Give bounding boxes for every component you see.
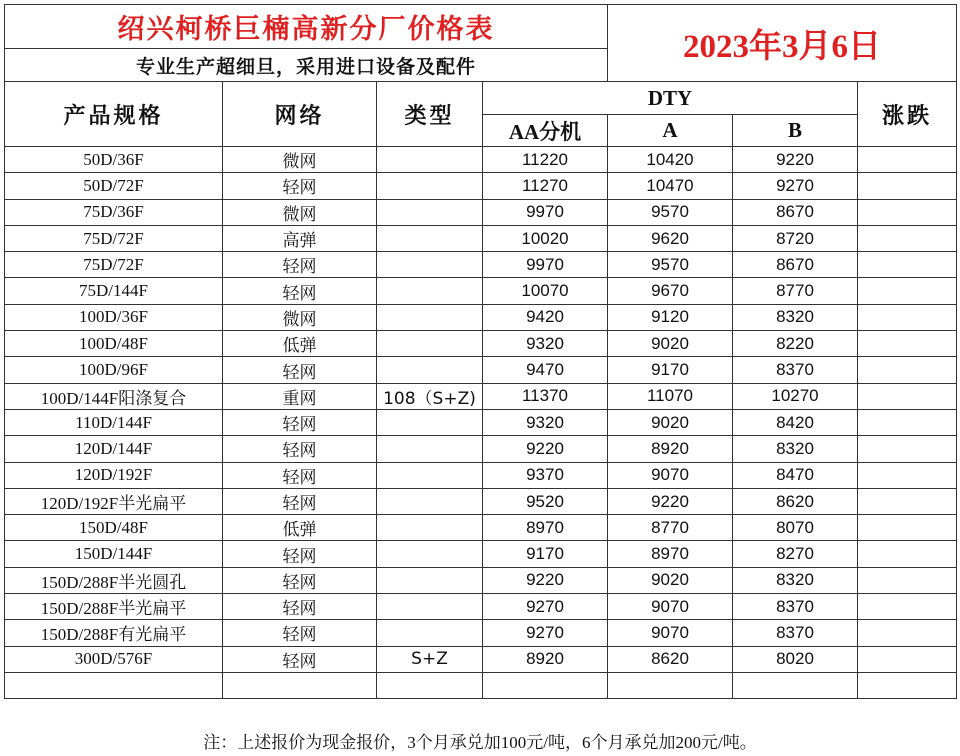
cell-price-b: 8770 xyxy=(733,278,858,304)
cell-network: 轻网 xyxy=(223,357,377,383)
header-spec: 产品规格 xyxy=(5,82,223,147)
cell-spec: 100D/96F xyxy=(5,357,223,383)
header-dty: DTY xyxy=(483,82,858,115)
cell-spec: 50D/72F xyxy=(5,173,223,199)
cell-price-a: 9020 xyxy=(608,409,733,435)
cell-spec: 120D/192F xyxy=(5,462,223,488)
cell-network: 轻网 xyxy=(223,462,377,488)
cell-price-aa: 9220 xyxy=(483,567,608,593)
cell-price-b: 8270 xyxy=(733,541,858,567)
cell-price-aa: 8970 xyxy=(483,515,608,541)
cell-change xyxy=(858,620,957,646)
cell-change xyxy=(858,488,957,514)
price-date: 2023年3月6日 xyxy=(608,5,957,82)
cell-price-b: 8720 xyxy=(733,225,858,251)
cell-price-aa: 9270 xyxy=(483,594,608,620)
cell-type xyxy=(377,620,483,646)
header-b: B xyxy=(733,115,858,147)
cell-price-b: 8470 xyxy=(733,462,858,488)
table-row xyxy=(5,331,957,357)
cell-change xyxy=(858,567,957,593)
cell-price-a: 9120 xyxy=(608,304,733,330)
cell-price-aa: 11370 xyxy=(483,383,608,409)
cell-price-b: 8370 xyxy=(733,357,858,383)
cell-price-a: 9570 xyxy=(608,252,733,278)
cell-change xyxy=(858,225,957,251)
cell-price-b: 8320 xyxy=(733,304,858,330)
cell-type xyxy=(377,462,483,488)
cell-spec: 120D/192F半光扁平 xyxy=(5,488,223,514)
cell-spec: 75D/72F xyxy=(5,225,223,251)
table-row xyxy=(5,357,957,383)
header-network: 网络 xyxy=(223,82,377,147)
cell-network: 轻网 xyxy=(223,436,377,462)
cell-spec: 150D/48F xyxy=(5,515,223,541)
cell-network: 低弹 xyxy=(223,331,377,357)
table-row xyxy=(5,436,957,462)
cell-change xyxy=(858,409,957,435)
table-row xyxy=(5,199,957,225)
cell-network: 轻网 xyxy=(223,567,377,593)
cell-price-a: 8770 xyxy=(608,515,733,541)
table-row xyxy=(5,488,957,514)
cell-price-a: 9570 xyxy=(608,199,733,225)
cell-price-a: 10470 xyxy=(608,173,733,199)
cell-price-aa: 9270 xyxy=(483,620,608,646)
header-change: 涨跌 xyxy=(858,82,957,147)
cell-spec: 75D/36F xyxy=(5,199,223,225)
cell-price-b: 8220 xyxy=(733,331,858,357)
table-row xyxy=(5,620,957,646)
cell-price-aa: 9170 xyxy=(483,541,608,567)
cell-spec: 150D/144F xyxy=(5,541,223,567)
cell-price-aa: 9420 xyxy=(483,304,608,330)
cell-type xyxy=(377,252,483,278)
cell-type xyxy=(377,488,483,514)
cell-network: 微网 xyxy=(223,199,377,225)
cell-price-b: 8670 xyxy=(733,199,858,225)
cell-price-aa: 9220 xyxy=(483,436,608,462)
table-subtitle: 专业生产超细旦，采用进口设备及配件 xyxy=(5,49,608,82)
table-row xyxy=(5,304,957,330)
cell-spec: 100D/36F xyxy=(5,304,223,330)
cell-price-aa: 8920 xyxy=(483,646,608,672)
footnote: 注：上述报价为现金报价，3个月承兑加100元/吨，6个月承兑加200元/吨。 xyxy=(203,733,757,752)
cell-change xyxy=(858,199,957,225)
cell-type xyxy=(377,357,483,383)
cell-network: 轻网 xyxy=(223,488,377,514)
cell-price-a: 9070 xyxy=(608,620,733,646)
cell-price-a: 9170 xyxy=(608,357,733,383)
cell-price-aa: 9370 xyxy=(483,462,608,488)
cell-network: 高弹 xyxy=(223,225,377,251)
cell-change xyxy=(858,515,957,541)
cell-network: 轻网 xyxy=(223,646,377,672)
cell-price-aa: 9320 xyxy=(483,331,608,357)
table-row xyxy=(5,173,957,199)
cell-type xyxy=(377,436,483,462)
cell-type xyxy=(377,225,483,251)
cell-price-a: 8620 xyxy=(608,646,733,672)
cell-type xyxy=(377,278,483,304)
cell-change xyxy=(858,357,957,383)
cell-spec: 100D/48F xyxy=(5,331,223,357)
table-row xyxy=(5,646,957,672)
cell-change xyxy=(858,278,957,304)
table-row xyxy=(5,383,957,409)
cell-network: 轻网 xyxy=(223,173,377,199)
cell-type xyxy=(377,515,483,541)
cell-type: 108（S+Z) xyxy=(377,383,483,409)
cell-price-a: 9220 xyxy=(608,488,733,514)
table-row xyxy=(5,409,957,435)
cell-price-a: 9670 xyxy=(608,278,733,304)
cell-network: 低弹 xyxy=(223,515,377,541)
cell-network: 轻网 xyxy=(223,252,377,278)
cell-type xyxy=(377,409,483,435)
cell-price-b: 8370 xyxy=(733,620,858,646)
table-row xyxy=(5,225,957,251)
cell-spec: 150D/288F半光扁平 xyxy=(5,594,223,620)
cell-price-b: 8420 xyxy=(733,409,858,435)
cell-network: 轻网 xyxy=(223,541,377,567)
cell-change xyxy=(858,173,957,199)
price-table xyxy=(4,4,957,699)
cell-price-b: 8320 xyxy=(733,567,858,593)
table-row xyxy=(5,147,957,173)
cell-price-b: 8620 xyxy=(733,488,858,514)
cell-price-b: 8370 xyxy=(733,594,858,620)
cell-price-aa: 10020 xyxy=(483,225,608,251)
cell-network: 重网 xyxy=(223,383,377,409)
table-row xyxy=(5,462,957,488)
cell-spec: 75D/144F xyxy=(5,278,223,304)
price-rows xyxy=(5,147,957,673)
cell-network: 轻网 xyxy=(223,409,377,435)
cell-change xyxy=(858,594,957,620)
cell-change xyxy=(858,541,957,567)
cell-price-a: 9070 xyxy=(608,462,733,488)
cell-type xyxy=(377,594,483,620)
cell-price-a: 9070 xyxy=(608,594,733,620)
cell-change xyxy=(858,436,957,462)
cell-price-aa: 9970 xyxy=(483,199,608,225)
cell-type: S+Z xyxy=(377,646,483,672)
header-type: 类型 xyxy=(377,82,483,147)
cell-change xyxy=(858,462,957,488)
cell-spec: 150D/288F有光扁平 xyxy=(5,620,223,646)
cell-price-a: 10420 xyxy=(608,147,733,173)
table-row xyxy=(5,278,957,304)
cell-network: 轻网 xyxy=(223,594,377,620)
cell-price-aa: 9970 xyxy=(483,252,608,278)
cell-price-b: 10270 xyxy=(733,383,858,409)
cell-type xyxy=(377,199,483,225)
table-row xyxy=(5,515,957,541)
cell-change xyxy=(858,252,957,278)
cell-network: 微网 xyxy=(223,147,377,173)
cell-price-b: 9220 xyxy=(733,147,858,173)
cell-price-b: 8320 xyxy=(733,436,858,462)
cell-type xyxy=(377,147,483,173)
cell-price-aa: 11220 xyxy=(483,147,608,173)
cell-spec: 50D/36F xyxy=(5,147,223,173)
cell-price-a: 11070 xyxy=(608,383,733,409)
cell-type xyxy=(377,304,483,330)
cell-network: 轻网 xyxy=(223,620,377,646)
cell-type xyxy=(377,567,483,593)
header-a: A xyxy=(608,115,733,147)
cell-price-aa: 9320 xyxy=(483,409,608,435)
cell-price-aa: 9520 xyxy=(483,488,608,514)
cell-price-aa: 10070 xyxy=(483,278,608,304)
cell-change xyxy=(858,646,957,672)
table-title: 绍兴柯桥巨楠高新分厂价格表 xyxy=(5,5,608,49)
table-row xyxy=(5,594,957,620)
cell-type xyxy=(377,331,483,357)
table-row xyxy=(5,541,957,567)
cell-price-b: 9270 xyxy=(733,173,858,199)
cell-type xyxy=(377,173,483,199)
empty-row xyxy=(5,672,957,698)
cell-price-a: 8920 xyxy=(608,436,733,462)
cell-price-a: 9020 xyxy=(608,331,733,357)
cell-type xyxy=(377,541,483,567)
table-row xyxy=(5,252,957,278)
cell-price-b: 8670 xyxy=(733,252,858,278)
header-aa: AA分机 xyxy=(483,115,608,147)
cell-change xyxy=(858,147,957,173)
cell-price-aa: 9470 xyxy=(483,357,608,383)
cell-price-a: 9620 xyxy=(608,225,733,251)
cell-price-a: 8970 xyxy=(608,541,733,567)
cell-network: 轻网 xyxy=(223,278,377,304)
cell-change xyxy=(858,383,957,409)
cell-spec: 150D/288F半光圆孔 xyxy=(5,567,223,593)
cell-spec: 300D/576F xyxy=(5,646,223,672)
cell-price-b: 8020 xyxy=(733,646,858,672)
cell-spec: 110D/144F xyxy=(5,409,223,435)
cell-spec: 120D/144F xyxy=(5,436,223,462)
cell-spec: 75D/72F xyxy=(5,252,223,278)
cell-network: 微网 xyxy=(223,304,377,330)
table-row xyxy=(5,567,957,593)
cell-price-b: 8070 xyxy=(733,515,858,541)
cell-price-a: 9020 xyxy=(608,567,733,593)
cell-spec: 100D/144F阳涤复合 xyxy=(5,383,223,409)
cell-price-aa: 11270 xyxy=(483,173,608,199)
cell-change xyxy=(858,304,957,330)
cell-change xyxy=(858,331,957,357)
